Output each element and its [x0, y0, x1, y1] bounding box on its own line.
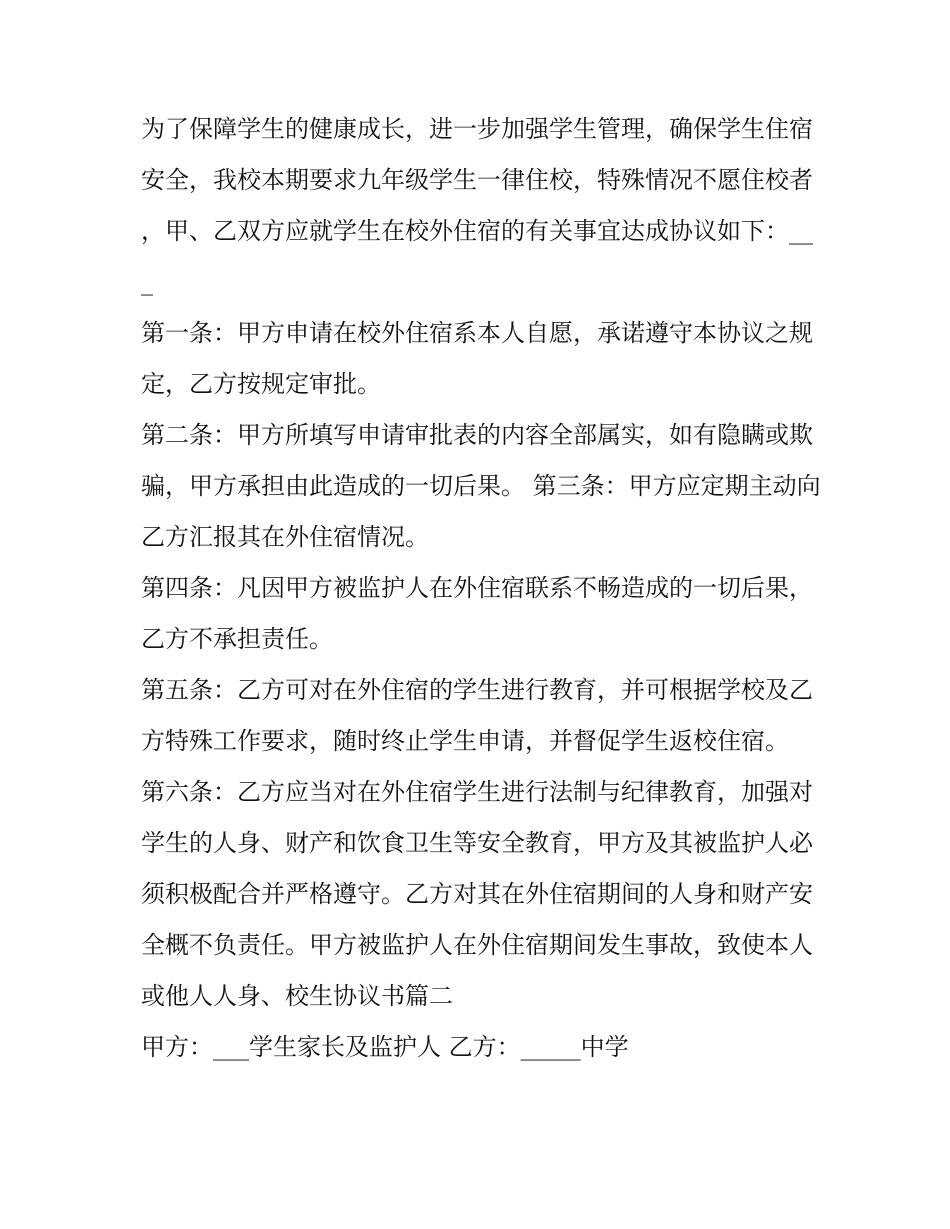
paragraph-article-6: 第六条：乙方应当对在外住宿学生进行法制与纪律教育，加强对学生的人身、财产和饮食卫生等安全教育，甲方及其被监护人必须积极配合并严格遵守。乙方对其在外住宿期间的人身和财产安全概不负责任。甲方被监护人在外住宿期间发生事故，致使本人或他人人身、校生协议书篇二	[141, 778, 813, 1010]
paragraph-article-5: 第五条：乙方可对在外住宿的学生进行教育，并可根据学校及乙方特殊工作要求，随时终止学生申请，并督促学生返校住宿。	[141, 676, 813, 755]
paragraph-parties: 甲方：___学生家长及监护人 乙方：_____中学	[141, 1033, 629, 1061]
paragraph-article-2-3: 第二条：甲方所填写申请审批表的内容全部属实，如有隐瞒或欺骗，甲方承担由此造成的一切后果。 第三条：甲方应定期主动向乙方汇报其在外住宿情况。	[141, 421, 821, 551]
paragraph-article-4: 第四条：凡因甲方被监护人在外住宿联系不畅造成的一切后果，乙方不承担责任。	[141, 574, 813, 653]
paragraph-intro: 为了保障学生的健康成长，进一步加强学生管理，确保学生住宿安全，我校本期要求九年级学生一律住校，特殊情况不愿住校者，甲、乙双方应就学生在校外住宿的有关事宜达成协议如下：___	[141, 115, 813, 296]
document-body	[141, 104, 821, 1073]
paragraph-article-1: 第一条：甲方申请在校外住宿系本人自愿，承诺遵守本协议之规定，乙方按规定审批。	[141, 319, 813, 398]
